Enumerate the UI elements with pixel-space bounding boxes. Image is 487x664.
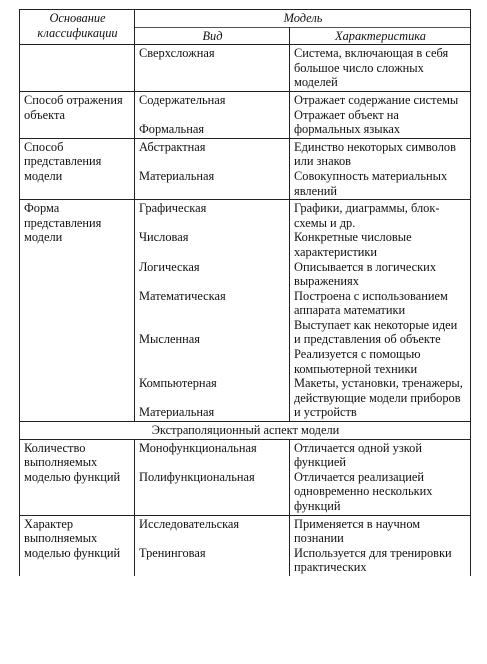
basis-cell: Характер выполняемых моделью функций xyxy=(20,515,135,576)
desc-cell xyxy=(290,45,471,92)
header-characteristic: Характеристика xyxy=(290,27,471,45)
kind-cell xyxy=(135,45,290,92)
desc-cell xyxy=(290,439,471,515)
kind-label: Монофункциональная xyxy=(139,440,257,455)
kind-cell xyxy=(135,515,290,576)
desc-cell xyxy=(290,138,471,199)
kind-label: Полифункциональная xyxy=(139,469,255,484)
desc-cell xyxy=(290,515,471,576)
kind-cell xyxy=(135,200,290,422)
kind-label: Материальная xyxy=(139,168,215,183)
header-basis-label: Основание классификации xyxy=(37,11,118,40)
kind-cell xyxy=(135,439,290,515)
kind-label: Компьютерная xyxy=(139,376,217,391)
desc-text: Система, включающая в себя большое число сложных моделей xyxy=(294,46,449,90)
section-title: Экстраполяционный аспект модели xyxy=(20,422,471,440)
kind-cell xyxy=(135,138,290,199)
kind-label: Материальная xyxy=(139,405,215,420)
table-row xyxy=(20,138,471,199)
kind-label: Графическая xyxy=(139,201,207,216)
desc-cell xyxy=(290,200,471,422)
kind-label: Тренинговая xyxy=(139,545,206,560)
kind-label: Логическая xyxy=(139,259,200,274)
kind-label: Математическая xyxy=(139,288,226,303)
kind-label: Сверхсложная xyxy=(139,46,215,61)
desc-text: Применяется в научном познании xyxy=(294,516,421,546)
basis-cell xyxy=(20,45,135,92)
section-row xyxy=(20,422,471,440)
desc-text: Макеты, установки, тренажеры, действующие модели приборов и устройств xyxy=(294,376,463,420)
desc-text: Описывается в логических выражениях xyxy=(294,259,437,289)
basis-cell: Способ представления модели xyxy=(20,138,135,199)
desc-text: Конкретные числовые характеристики xyxy=(294,230,412,259)
header-kind: Вид xyxy=(135,27,290,45)
desc-text: Отличается реализацией одновременно нескольких функций xyxy=(294,469,433,513)
desc-text: Отличается одной узкой функцией xyxy=(294,440,422,470)
desc-text: Построена с использованием аппарата математики xyxy=(294,288,448,318)
desc-text: Графики, диаграммы, блок-схемы и др. xyxy=(294,201,440,230)
desc-cell xyxy=(290,91,471,138)
header-basis xyxy=(20,10,135,45)
classification-table xyxy=(19,9,471,576)
desc-text: Отражает содержание системы xyxy=(294,92,459,107)
table-row xyxy=(20,439,471,515)
desc-text: Используется для тренировки практических xyxy=(294,545,452,575)
kind-label: Содержательная xyxy=(139,92,226,107)
table-row xyxy=(20,45,471,92)
basis-cell: Форма представления модели xyxy=(20,200,135,422)
header-model: Модель xyxy=(135,10,471,28)
table-row xyxy=(20,200,471,422)
desc-text: Реализуется с помощью компьютерной техники xyxy=(294,347,421,376)
kind-label: Формальная xyxy=(139,122,205,137)
table-row xyxy=(20,91,471,138)
table-row xyxy=(20,515,471,576)
kind-cell xyxy=(135,91,290,138)
basis-cell: Количество выполняемых моделью функций xyxy=(20,439,135,515)
kind-label: Числовая xyxy=(139,230,189,245)
kind-label: Исследовательская xyxy=(139,516,240,531)
desc-text: Выступает как некоторые идеи и представления об объекте xyxy=(294,317,458,347)
kind-label: Абстрактная xyxy=(139,139,206,154)
basis-cell: Способ отражения объекта xyxy=(20,91,135,138)
desc-text: Совокупность материальных явлений xyxy=(294,168,448,198)
desc-text: Отражает объект на формальных языках xyxy=(294,107,401,137)
kind-label: Мысленная xyxy=(139,332,200,347)
desc-text: Единство некоторых символов или знаков xyxy=(294,139,456,169)
